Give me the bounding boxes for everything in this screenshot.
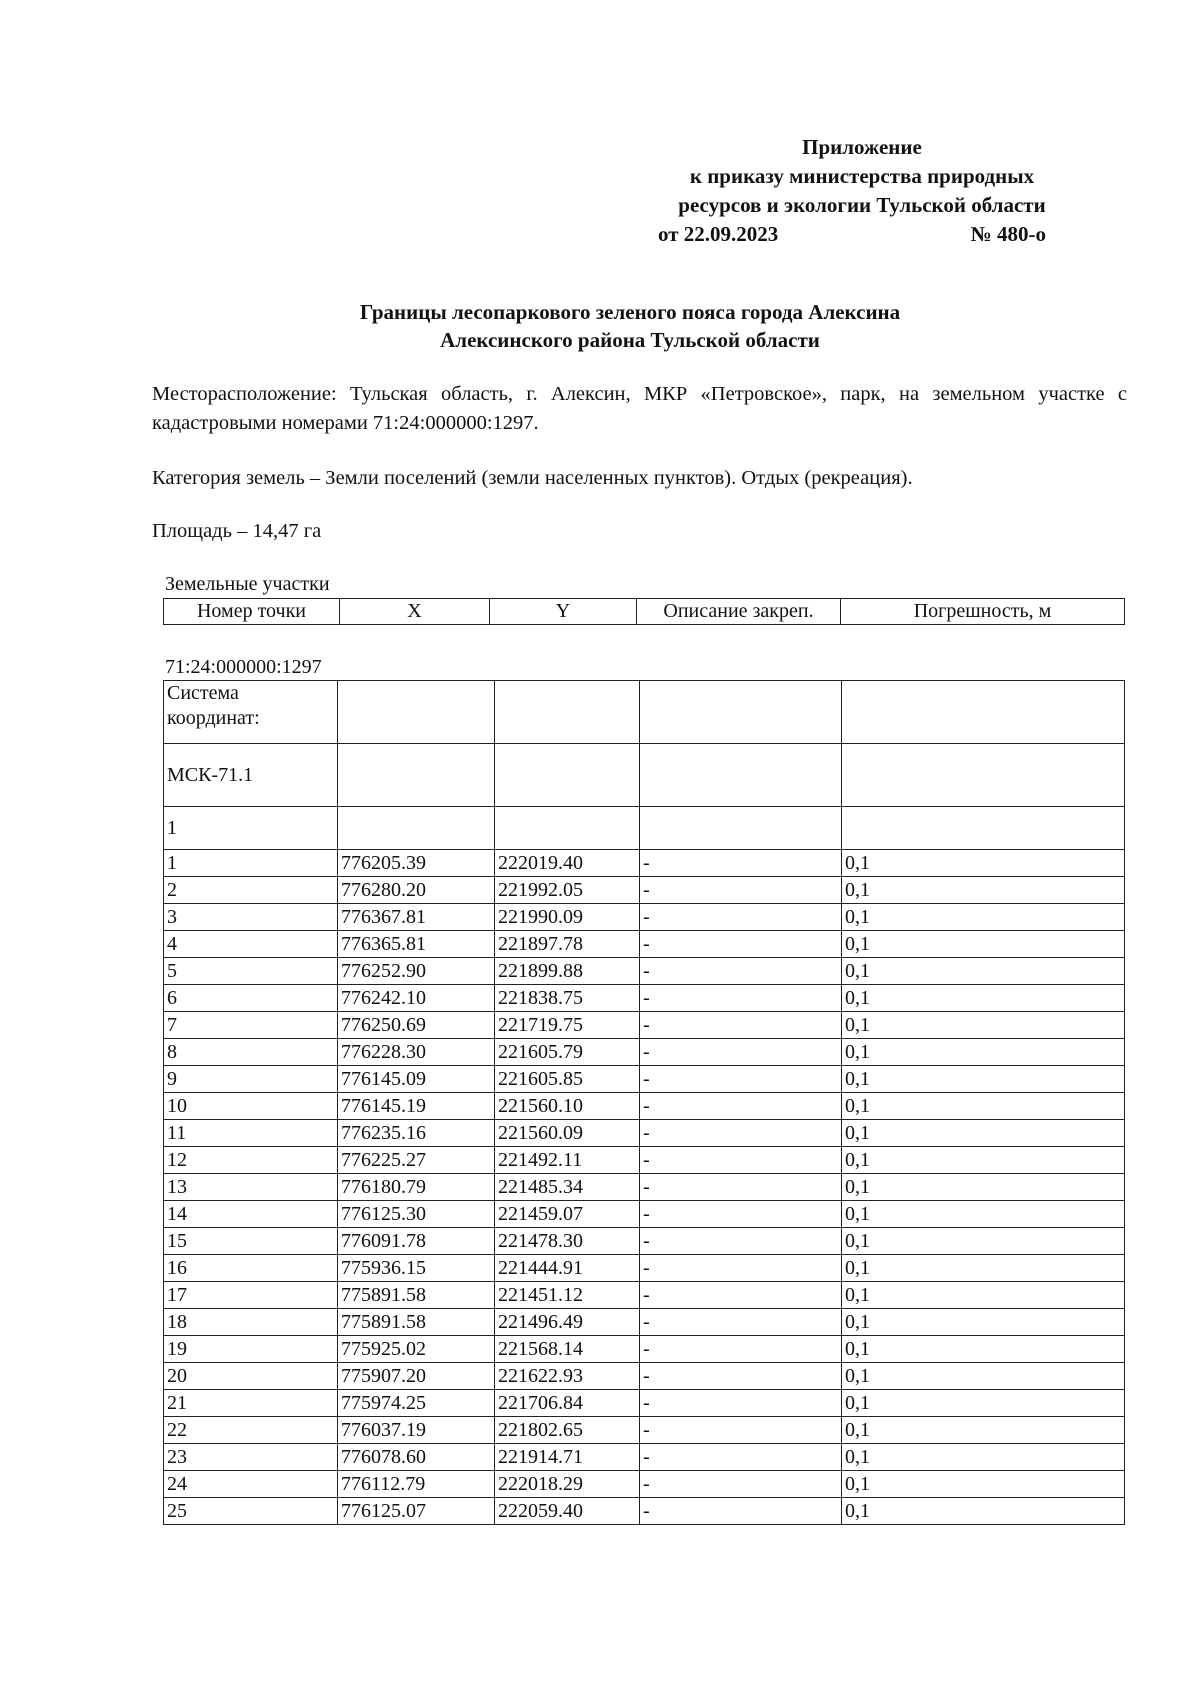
area-paragraph: Площадь – 14,47 га xyxy=(152,520,322,542)
header-point-number: Номер точки xyxy=(164,599,340,625)
table-row xyxy=(164,1174,1125,1201)
system-row xyxy=(164,681,1125,744)
x-coordinate: 775907.20 xyxy=(338,1363,495,1390)
y-coordinate: 221485.34 xyxy=(495,1174,640,1201)
x-coordinate: 776365.81 xyxy=(338,931,495,958)
point-number: 12 xyxy=(164,1147,338,1174)
fixing-description: - xyxy=(640,1039,842,1066)
error-value: 0,1 xyxy=(842,850,1125,877)
fixing-description: - xyxy=(640,1282,842,1309)
point-number: 1 xyxy=(164,850,338,877)
system-value-row xyxy=(164,744,1125,807)
point-number: 13 xyxy=(164,1174,338,1201)
table-row xyxy=(164,1255,1125,1282)
error-value: 0,1 xyxy=(842,1093,1125,1120)
y-coordinate: 221838.75 xyxy=(495,985,640,1012)
x-coordinate: 776145.09 xyxy=(338,1066,495,1093)
table-row xyxy=(164,1471,1125,1498)
error-value: 0,1 xyxy=(842,1471,1125,1498)
error-value: 0,1 xyxy=(842,958,1125,985)
point-number: 8 xyxy=(164,1039,338,1066)
fixing-description: - xyxy=(640,1390,842,1417)
error-value: 0,1 xyxy=(842,1012,1125,1039)
error-value: 0,1 xyxy=(842,1309,1125,1336)
error-value: 0,1 xyxy=(842,1066,1125,1093)
y-coordinate: 222019.40 xyxy=(495,850,640,877)
x-coordinate: 776112.79 xyxy=(338,1471,495,1498)
x-coordinate: 776228.30 xyxy=(338,1039,495,1066)
coordinates-table xyxy=(163,680,1125,1525)
error-value: 0,1 xyxy=(842,1201,1125,1228)
point-number: 18 xyxy=(164,1309,338,1336)
point-number: 15 xyxy=(164,1228,338,1255)
table-row xyxy=(164,850,1125,877)
x-coordinate: 776125.07 xyxy=(338,1498,495,1525)
table-row xyxy=(164,1012,1125,1039)
appendix-line-3: ресурсов и экологии Тульской области xyxy=(678,193,1046,217)
x-coordinate: 776037.19 xyxy=(338,1417,495,1444)
fixing-description: - xyxy=(640,985,842,1012)
y-coordinate: 221622.93 xyxy=(495,1363,640,1390)
point-number: 10 xyxy=(164,1093,338,1120)
table-row xyxy=(164,1282,1125,1309)
y-coordinate: 221802.65 xyxy=(495,1417,640,1444)
point-number: 3 xyxy=(164,904,338,931)
error-value: 0,1 xyxy=(842,1147,1125,1174)
point-number: 6 xyxy=(164,985,338,1012)
fixing-description: - xyxy=(640,1336,842,1363)
y-coordinate: 221568.14 xyxy=(495,1336,640,1363)
error-value: 0,1 xyxy=(842,985,1125,1012)
fixing-description: - xyxy=(640,877,842,904)
point-number: 11 xyxy=(164,1120,338,1147)
y-coordinate: 221496.49 xyxy=(495,1309,640,1336)
error-value: 0,1 xyxy=(842,1498,1125,1525)
land-plots-caption: Земельные участки xyxy=(165,573,330,595)
title-line-1: Границы лесопаркового зеленого пояса города Алексина xyxy=(359,300,901,324)
fixing-description: - xyxy=(640,1309,842,1336)
fixing-description: - xyxy=(640,1498,842,1525)
fixing-description: - xyxy=(640,1012,842,1039)
error-value: 0,1 xyxy=(842,1039,1125,1066)
y-coordinate: 222059.40 xyxy=(495,1498,640,1525)
point-number: 9 xyxy=(164,1066,338,1093)
table-row xyxy=(164,904,1125,931)
table-row xyxy=(164,1444,1125,1471)
title-line-2: Алексинского района Тульской области xyxy=(440,328,820,352)
table-row xyxy=(164,1336,1125,1363)
header-table xyxy=(163,598,1125,625)
x-coordinate: 775925.02 xyxy=(338,1336,495,1363)
y-coordinate: 221478.30 xyxy=(495,1228,640,1255)
fixing-description: - xyxy=(640,904,842,931)
fixing-description: - xyxy=(640,1363,842,1390)
point-number: 23 xyxy=(164,1444,338,1471)
error-value: 0,1 xyxy=(842,877,1125,904)
y-coordinate: 221605.85 xyxy=(495,1066,640,1093)
error-value: 0,1 xyxy=(842,1444,1125,1471)
table-row xyxy=(164,931,1125,958)
point-number: 25 xyxy=(164,1498,338,1525)
y-coordinate: 221560.09 xyxy=(495,1120,640,1147)
x-coordinate: 776252.90 xyxy=(338,958,495,985)
x-coordinate: 776205.39 xyxy=(338,850,495,877)
table-row xyxy=(164,1363,1125,1390)
fixing-description: - xyxy=(640,850,842,877)
fixing-description: - xyxy=(640,1255,842,1282)
point-number: 4 xyxy=(164,931,338,958)
fixing-description: - xyxy=(640,1093,842,1120)
y-coordinate: 221605.79 xyxy=(495,1039,640,1066)
y-coordinate: 221459.07 xyxy=(495,1201,640,1228)
x-coordinate: 775891.58 xyxy=(338,1309,495,1336)
x-coordinate: 776091.78 xyxy=(338,1228,495,1255)
table-row xyxy=(164,1066,1125,1093)
error-value: 0,1 xyxy=(842,904,1125,931)
document-title xyxy=(180,298,1080,354)
table-row xyxy=(164,1120,1125,1147)
table-row xyxy=(164,1390,1125,1417)
header-fixing-description: Описание закреп. xyxy=(637,599,841,625)
contour-number: 1 xyxy=(164,807,338,850)
table-row xyxy=(164,1201,1125,1228)
table-row xyxy=(164,1039,1125,1066)
error-value: 0,1 xyxy=(842,931,1125,958)
table-row xyxy=(164,985,1125,1012)
x-coordinate: 776078.60 xyxy=(338,1444,495,1471)
y-coordinate: 221719.75 xyxy=(495,1012,640,1039)
system-value: МСК-71.1 xyxy=(164,744,338,807)
table-row xyxy=(164,1309,1125,1336)
header-y: Y xyxy=(490,599,637,625)
error-value: 0,1 xyxy=(842,1390,1125,1417)
order-date: от 22.09.2023 xyxy=(658,222,779,246)
point-number: 5 xyxy=(164,958,338,985)
fixing-description: - xyxy=(640,1471,842,1498)
point-number: 17 xyxy=(164,1282,338,1309)
x-coordinate: 775936.15 xyxy=(338,1255,495,1282)
error-value: 0,1 xyxy=(842,1255,1125,1282)
table-row xyxy=(164,877,1125,904)
table-row xyxy=(164,1417,1125,1444)
point-number: 16 xyxy=(164,1255,338,1282)
x-coordinate: 776180.79 xyxy=(338,1174,495,1201)
error-value: 0,1 xyxy=(842,1363,1125,1390)
parcel-caption: 71:24:000000:1297 xyxy=(165,656,322,678)
appendix-line-1: Приложение xyxy=(802,135,922,159)
point-number: 24 xyxy=(164,1471,338,1498)
x-coordinate: 776225.27 xyxy=(338,1147,495,1174)
system-label: Система координат: xyxy=(164,681,338,744)
x-coordinate: 775891.58 xyxy=(338,1282,495,1309)
appendix-line-2: к приказу министерства природных xyxy=(689,164,1035,188)
header-x: X xyxy=(340,599,490,625)
fixing-description: - xyxy=(640,1444,842,1471)
fixing-description: - xyxy=(640,958,842,985)
header-row xyxy=(164,599,1125,625)
fixing-description: - xyxy=(640,1201,842,1228)
point-number: 22 xyxy=(164,1417,338,1444)
appendix-header xyxy=(642,133,1082,249)
point-number: 20 xyxy=(164,1363,338,1390)
table-row xyxy=(164,1093,1125,1120)
appendix-meta xyxy=(642,220,1082,249)
y-coordinate: 221444.91 xyxy=(495,1255,640,1282)
point-number: 7 xyxy=(164,1012,338,1039)
y-coordinate: 221560.10 xyxy=(495,1093,640,1120)
table-row xyxy=(164,1147,1125,1174)
error-value: 0,1 xyxy=(842,1174,1125,1201)
y-coordinate: 221897.78 xyxy=(495,931,640,958)
y-coordinate: 221990.09 xyxy=(495,904,640,931)
point-number: 14 xyxy=(164,1201,338,1228)
error-value: 0,1 xyxy=(842,1228,1125,1255)
order-number: № 480-о xyxy=(970,222,1046,246)
table-row xyxy=(164,958,1125,985)
y-coordinate: 221492.11 xyxy=(495,1147,640,1174)
y-coordinate: 221992.05 xyxy=(495,877,640,904)
header-error: Погрешность, м xyxy=(841,599,1125,625)
table-row xyxy=(164,1228,1125,1255)
fixing-description: - xyxy=(640,1120,842,1147)
x-coordinate: 776242.10 xyxy=(338,985,495,1012)
fixing-description: - xyxy=(640,1147,842,1174)
contour-row xyxy=(164,807,1125,850)
x-coordinate: 775974.25 xyxy=(338,1390,495,1417)
table-row xyxy=(164,1498,1125,1525)
x-coordinate: 776280.20 xyxy=(338,877,495,904)
fixing-description: - xyxy=(640,931,842,958)
x-coordinate: 776367.81 xyxy=(338,904,495,931)
error-value: 0,1 xyxy=(842,1417,1125,1444)
fixing-description: - xyxy=(640,1228,842,1255)
fixing-description: - xyxy=(640,1174,842,1201)
point-number: 2 xyxy=(164,877,338,904)
fixing-description: - xyxy=(640,1417,842,1444)
error-value: 0,1 xyxy=(842,1120,1125,1147)
y-coordinate: 221914.71 xyxy=(495,1444,640,1471)
x-coordinate: 776125.30 xyxy=(338,1201,495,1228)
location-paragraph: Месторасположение: Тульская область, г. Алексин, МКР «Петровское», парк, на земельном участке с кадастровыми номерами 71:24:000000:1297. xyxy=(152,383,1127,434)
fixing-description: - xyxy=(640,1066,842,1093)
point-number: 21 xyxy=(164,1390,338,1417)
error-value: 0,1 xyxy=(842,1282,1125,1309)
y-coordinate: 222018.29 xyxy=(495,1471,640,1498)
error-value: 0,1 xyxy=(842,1336,1125,1363)
y-coordinate: 221899.88 xyxy=(495,958,640,985)
x-coordinate: 776250.69 xyxy=(338,1012,495,1039)
y-coordinate: 221706.84 xyxy=(495,1390,640,1417)
x-coordinate: 776235.16 xyxy=(338,1120,495,1147)
point-number: 19 xyxy=(164,1336,338,1363)
y-coordinate: 221451.12 xyxy=(495,1282,640,1309)
category-paragraph: Категория земель – Земли поселений (земли населенных пунктов). Отдых (рекреация). xyxy=(152,467,913,489)
x-coordinate: 776145.19 xyxy=(338,1093,495,1120)
